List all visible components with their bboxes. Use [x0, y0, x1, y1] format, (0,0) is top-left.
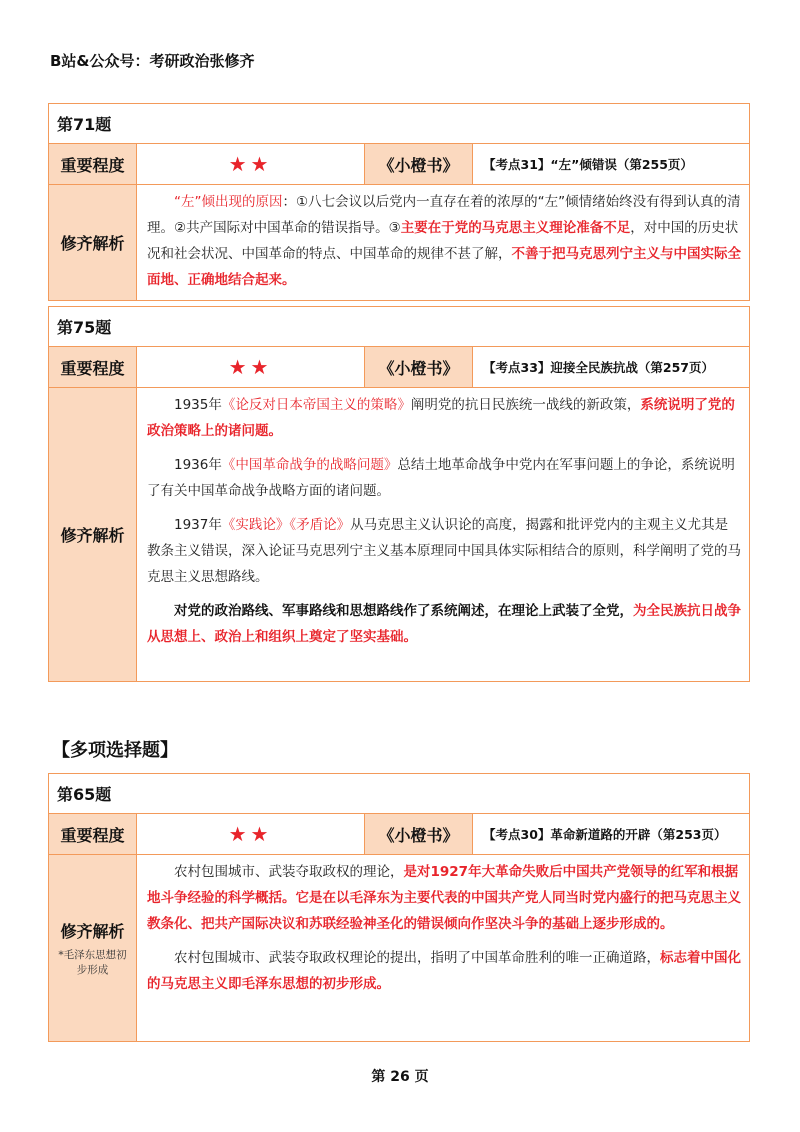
analysis-paragraph	[147, 189, 741, 293]
analysis-row	[49, 185, 749, 300]
side-note: *毛泽东思想初步形成	[58, 948, 127, 976]
analysis-row	[49, 855, 749, 1041]
page-number: 第 26 页	[371, 1069, 429, 1085]
header-brand: B站&公众号：考研政治张修齐	[50, 52, 255, 70]
importance-row	[49, 347, 749, 388]
body-text: 农村包围城市、武装夺取政权理论的提出，指明了中国革命胜利的唯一正确道路，	[174, 950, 660, 966]
highlight-text: 为全民族抗日战争从思想上、政治上和组织上奠定了坚实基础。	[147, 603, 741, 645]
highlight-text: 标志着中国化的马克思主义即毛泽东思想的初步形成。	[147, 950, 741, 992]
exam-point: 【考点33】迎接全民族抗战（第257页）	[483, 360, 714, 375]
question-number: 第71题	[49, 104, 749, 144]
body-text: 阐明党的抗日民族统一战线的新政策，	[410, 397, 641, 413]
analysis-label	[49, 185, 137, 300]
analysis-paragraph	[147, 392, 741, 444]
body-text: 总结土地革命战争中党内在军事问题上的争论，系统说明了有关中国革命战争战略方面的诸问题。	[147, 457, 735, 499]
exam-point: 【考点31】“左”倾错误（第255页）	[483, 157, 693, 172]
analysis-paragraph	[147, 452, 741, 504]
section-title: 【多项选择题】	[52, 740, 178, 761]
analysis-body	[137, 855, 749, 1041]
highlight-text: 《中国革命战争的战略问题》	[221, 457, 398, 473]
body-text: 1935年	[174, 397, 222, 413]
question-number: 第75题	[49, 307, 749, 347]
analysis-label-text: 修齐解析	[60, 526, 125, 545]
exam-point: 【考点30】革命新道路的开辟（第253页）	[483, 827, 727, 842]
importance-label: 重要程度	[49, 814, 137, 854]
body-text: ：①八七会议以后党内一直存在着的浓厚的“左”倾情绪始终没有得到认真的清理。②共产国际对中国革命的错误指导。③	[147, 194, 741, 236]
importance-label: 重要程度	[49, 347, 137, 387]
question-number: 第65题	[49, 774, 749, 814]
highlight-text: 不善于把马克思列宁主义与中国实际全面地、正确地结合起来。	[147, 246, 741, 288]
question-75-block	[48, 306, 750, 682]
analysis-paragraph	[147, 512, 741, 590]
bold-text: 对党的政治路线、军事路线和思想路线作了系统阐述，在理论上武装了全党，	[174, 603, 633, 619]
highlight-text: 《实践论》《矛盾论》	[221, 517, 351, 533]
highlight-text: 系统说明了党的政治策略上的诸问题。	[147, 397, 735, 439]
analysis-paragraph	[147, 859, 741, 937]
question-71-block	[48, 103, 750, 301]
body-text: ，对中国的历史状况和社会状况、中国革命的特点、中国革命的规律不甚了解，	[147, 220, 739, 262]
body-text: 1936年	[174, 457, 222, 473]
analysis-label	[49, 388, 137, 681]
body-text: 农村包围城市、武装夺取政权的理论，	[174, 864, 404, 880]
importance-row	[49, 814, 749, 855]
analysis-label-text: 修齐解析	[60, 921, 125, 941]
body-text: 从马克思主义认识论的高度，揭露和批评党内的主观主义尤其是教条主义错误，深入论证马克思列宁主义基本原理同中国具体实际相结合的原则，科学阐明了党的马克思主义思想路线。	[147, 517, 741, 585]
analysis-body	[137, 185, 749, 300]
highlight-text: 是对1927年大革命失败后中国共产党领导的红军和根据地斗争经验的科学概括。它是在以毛泽东为主要代表的中国共产党人同当时党内盛行的把马克思主义教条化、把共产国际决议和苏联经验神圣化的错误倾向作坚决斗争的基础上逐步形成的。	[147, 864, 741, 932]
book-label: 《小橙书》	[365, 144, 473, 184]
highlight-text: 主要在于党的马克思主义理论准备不足	[400, 220, 631, 236]
analysis-paragraph	[147, 945, 741, 997]
analysis-row	[49, 388, 749, 681]
importance-stars: ★★	[137, 347, 365, 387]
analysis-label-text: 修齐解析	[60, 234, 125, 253]
highlight-text: 《论反对日本帝国主义的策略》	[221, 397, 411, 413]
book-label: 《小橙书》	[365, 814, 473, 854]
body-text: 1937年	[174, 517, 222, 533]
analysis-paragraph	[147, 598, 741, 650]
highlight-text: “左”倾出现的原因	[174, 194, 283, 210]
analysis-label	[49, 855, 137, 1041]
analysis-body	[137, 388, 749, 681]
importance-row	[49, 144, 749, 185]
importance-label: 重要程度	[49, 144, 137, 184]
question-65-block	[48, 773, 750, 1042]
importance-stars: ★★	[137, 814, 365, 854]
importance-stars: ★★	[137, 144, 365, 184]
book-label: 《小橙书》	[365, 347, 473, 387]
